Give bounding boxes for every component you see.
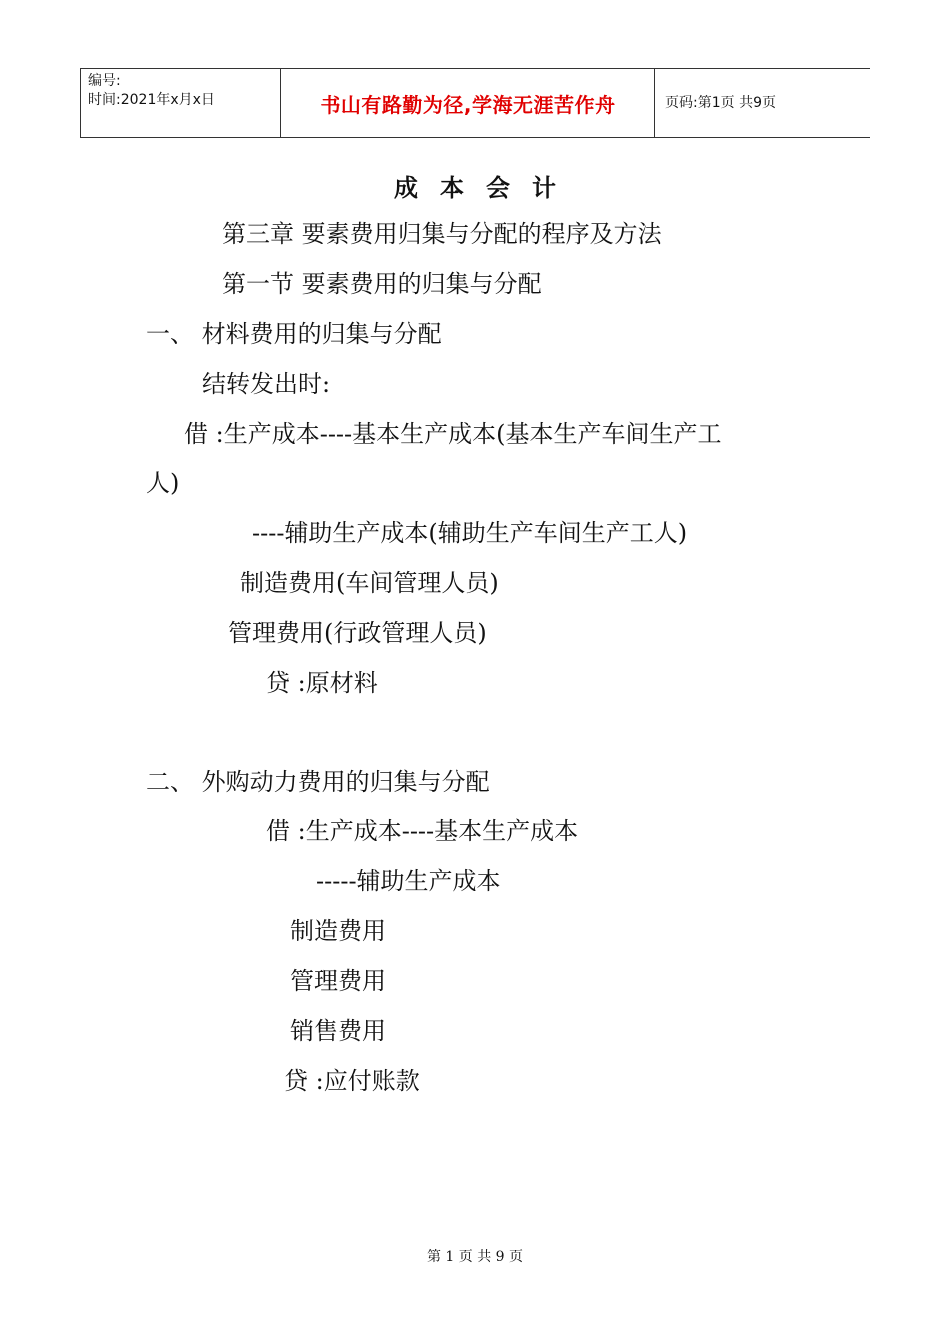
page-header	[80, 68, 870, 138]
part1-intro: 结转发出时:	[202, 370, 331, 398]
header-page-info: 页码:第1页 共9页	[665, 95, 776, 111]
header-time: 时间:2021年x月x日	[88, 92, 215, 108]
part2-aux-cost: -----辅助生产成本	[316, 867, 501, 895]
part1-aux-cost: ----辅助生产成本(辅助生产车间生产工人)	[252, 519, 688, 547]
part2-sales-expense: 销售费用	[290, 1017, 386, 1045]
part1-admin-expense: 管理费用(行政管理人员)	[228, 619, 487, 647]
part1-mfg-overhead: 制造费用(车间管理人员)	[240, 569, 499, 597]
part1-credit-line: 贷 :原材料	[266, 669, 378, 697]
part1-debit-line-cont: 人)	[146, 469, 180, 497]
document-title: 成本会计	[394, 174, 578, 202]
header-divider	[80, 69, 81, 137]
page-footer: 第 1 页 共 9 页	[426, 1249, 524, 1265]
part1-heading: 一、 材料费用的归集与分配	[146, 320, 442, 348]
header-number: 编号:	[88, 73, 121, 89]
header-meta	[88, 72, 215, 110]
chapter-heading: 第三章 要素费用归集与分配的程序及方法	[222, 220, 662, 248]
part2-admin-expense: 管理费用	[290, 967, 386, 995]
part2-debit-line: 借 :生产成本----基本生产成本	[266, 817, 579, 845]
part2-mfg-overhead: 制造费用	[290, 917, 386, 945]
header-motto: 书山有路勤为径,学海无涯苦作舟	[320, 93, 616, 117]
section-heading: 第一节 要素费用的归集与分配	[222, 270, 542, 298]
header-divider	[654, 69, 655, 137]
header-divider	[280, 69, 281, 137]
part1-debit-line: 借 :生产成本----基本生产成本(基本生产车间生产工	[184, 420, 722, 448]
part2-credit-line: 贷 :应付账款	[284, 1067, 420, 1095]
part2-heading: 二、 外购动力费用的归集与分配	[146, 768, 490, 796]
